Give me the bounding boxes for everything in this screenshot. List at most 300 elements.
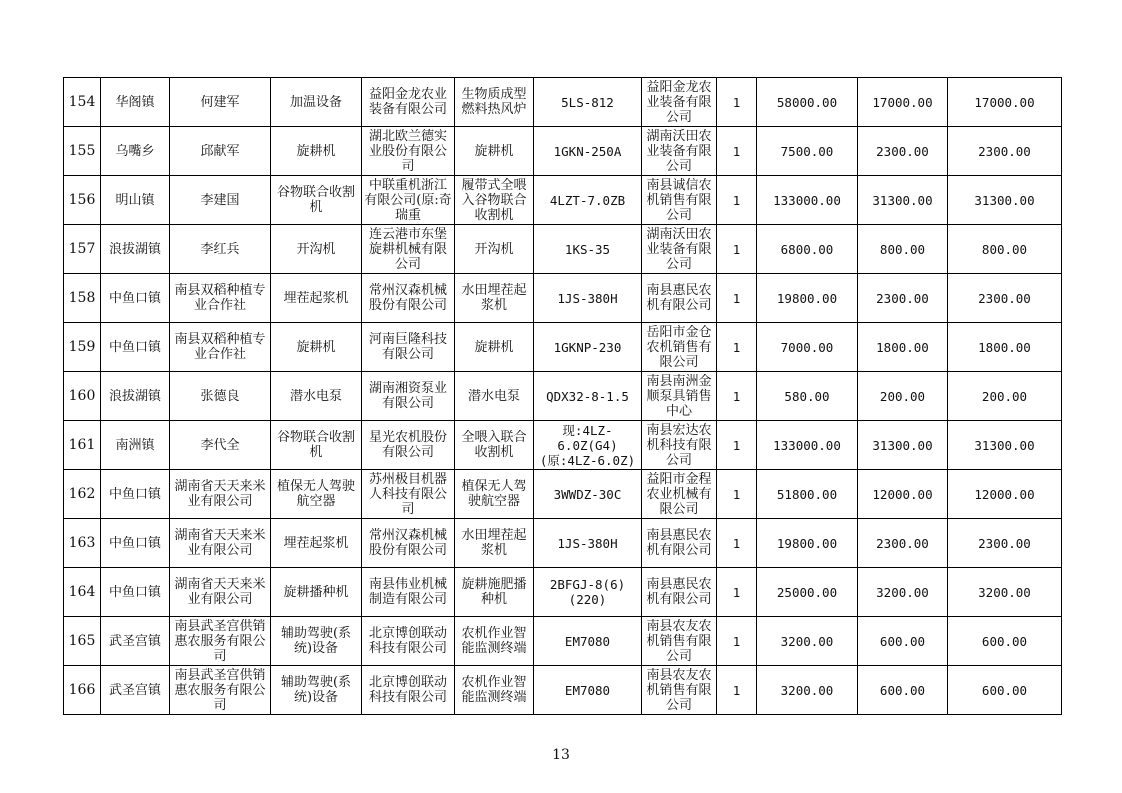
cell-manufacturer — [362, 372, 455, 421]
total-subsidy-text: 3200.00 — [978, 584, 1031, 600]
cell-model — [534, 176, 642, 225]
cell-sale-price — [757, 421, 858, 470]
cell-manufacturer — [362, 421, 455, 470]
cell-total-subsidy — [948, 127, 1062, 176]
machine-category-text: 谷物联合收割机 — [276, 185, 355, 215]
applicant-text: 湖南省天天来米业有限公司 — [174, 528, 266, 558]
machine-category-text: 加温设备 — [289, 94, 342, 110]
cell-machine-category — [271, 225, 362, 274]
product-name-text: 旋耕机 — [474, 339, 514, 355]
row-number-text: 155 — [68, 143, 96, 159]
applicant-text: 湖南省天天来米业有限公司 — [174, 577, 266, 607]
sale-price-text: 19800.00 — [776, 290, 838, 306]
subsidy-amount-text: 2300.00 — [876, 535, 929, 551]
row-number-text: 161 — [68, 437, 96, 453]
total-subsidy-text: 600.00 — [981, 633, 1028, 649]
cell-total-subsidy — [948, 666, 1062, 715]
dealer-text: 湖南沃田农业装备有限公司 — [646, 128, 712, 174]
machine-category-text: 辅助驾驶(系统)设备 — [280, 626, 352, 656]
cell-machine-category — [271, 323, 362, 372]
cell-model — [534, 470, 642, 519]
cell-sale-price — [757, 225, 858, 274]
total-subsidy-text: 31300.00 — [974, 437, 1035, 453]
cell-quantity — [717, 274, 757, 323]
cell-dealer — [642, 519, 717, 568]
total-subsidy-text: 2300.00 — [978, 290, 1031, 306]
row-number-text: 164 — [68, 584, 96, 600]
cell-subsidy-amount — [858, 176, 948, 225]
cell-town — [101, 470, 170, 519]
cell-product-name — [455, 274, 534, 323]
cell-town — [101, 372, 170, 421]
cell-sale-price — [757, 176, 858, 225]
table-row — [64, 176, 1062, 225]
quantity-text: 1 — [732, 143, 741, 159]
total-subsidy-text: 600.00 — [981, 682, 1028, 698]
cell-sale-price — [757, 323, 858, 372]
model-text: 1JS-380H — [557, 535, 618, 551]
cell-machine-category — [271, 519, 362, 568]
cell-product-name — [455, 176, 534, 225]
cell-machine-category — [271, 666, 362, 715]
cell-total-subsidy — [948, 78, 1062, 127]
total-subsidy-text: 17000.00 — [974, 94, 1035, 110]
cell-subsidy-amount — [858, 568, 948, 617]
cell-quantity — [717, 519, 757, 568]
cell-quantity — [717, 323, 757, 372]
cell-product-name — [455, 568, 534, 617]
subsidy-amount-text: 31300.00 — [872, 437, 933, 453]
dealer-text: 南县宏达农机科技有限公司 — [646, 422, 712, 468]
dealer-text: 南县农友农机销售有限公司 — [646, 618, 712, 664]
subsidy-amount-text: 200.00 — [879, 388, 926, 404]
table-row — [64, 127, 1062, 176]
cell-subsidy-amount — [858, 274, 948, 323]
sale-price-text: 6800.00 — [780, 241, 834, 257]
town-text: 明山镇 — [115, 192, 155, 208]
cell-machine-category — [271, 617, 362, 666]
town-text: 中鱼口镇 — [108, 584, 161, 600]
table-row — [64, 372, 1062, 421]
cell-manufacturer — [362, 470, 455, 519]
applicant-text: 李建国 — [200, 192, 240, 208]
product-name-text: 农机作业智能监测终端 — [461, 626, 527, 656]
applicant-text: 南县双稻种植专业合作社 — [174, 283, 266, 313]
sale-price-text: 58000.00 — [776, 94, 838, 110]
table-body — [64, 78, 1062, 715]
cell-applicant — [170, 323, 271, 372]
town-text: 武圣宫镇 — [108, 633, 161, 649]
cell-dealer — [642, 568, 717, 617]
product-name-text: 生物质成型燃料热风炉 — [461, 87, 527, 117]
product-name-text: 潜水电泵 — [467, 388, 520, 404]
cell-dealer — [642, 666, 717, 715]
table-row — [64, 78, 1062, 127]
table-row — [64, 323, 1062, 372]
manufacturer-text: 湖北欧兰德实业股份有限公司 — [368, 128, 447, 174]
model-text: 2BFGJ-8(6)(220) — [549, 577, 626, 607]
manufacturer-text: 北京博创联动科技有限公司 — [368, 675, 447, 705]
cell-model — [534, 274, 642, 323]
machine-category-text: 潜水电泵 — [289, 388, 342, 404]
applicant-text: 李红兵 — [200, 241, 240, 257]
cell-total-subsidy — [948, 617, 1062, 666]
sale-price-text: 51800.00 — [776, 486, 838, 502]
town-text: 浪拔湖镇 — [108, 241, 161, 257]
cell-sale-price — [757, 617, 858, 666]
sale-price-text: 580.00 — [784, 388, 830, 404]
table-row — [64, 470, 1062, 519]
cell-manufacturer — [362, 323, 455, 372]
subsidy-amount-text: 600.00 — [879, 633, 926, 649]
dealer-text: 南县惠民农机有限公司 — [646, 283, 712, 313]
model-text: EM7080 — [564, 633, 611, 649]
dealer-text: 南县南洲金顺泵具销售中心 — [646, 373, 712, 419]
cell-row-number — [64, 519, 101, 568]
model-text: 1GKNP-230 — [553, 339, 622, 355]
dealer-text: 湖南沃田农业装备有限公司 — [646, 226, 712, 272]
cell-product-name — [455, 617, 534, 666]
cell-row-number — [64, 78, 101, 127]
product-name-text: 履带式全喂入谷物联合收割机 — [461, 177, 527, 223]
applicant-text: 何建军 — [200, 94, 240, 110]
cell-applicant — [170, 568, 271, 617]
cell-sale-price — [757, 372, 858, 421]
cell-applicant — [170, 666, 271, 715]
cell-applicant — [170, 470, 271, 519]
cell-row-number — [64, 617, 101, 666]
cell-model — [534, 617, 642, 666]
cell-subsidy-amount — [858, 519, 948, 568]
sale-price-text: 3200.00 — [780, 633, 834, 649]
cell-product-name — [455, 323, 534, 372]
manufacturer-text: 常州汉森机械股份有限公司 — [368, 283, 447, 313]
product-name-text: 全喂入联合收割机 — [461, 430, 527, 460]
cell-applicant — [170, 78, 271, 127]
cell-quantity — [717, 666, 757, 715]
subsidy-amount-text: 800.00 — [879, 241, 926, 257]
cell-town — [101, 421, 170, 470]
manufacturer-text: 苏州极目机器人科技有限公司 — [368, 471, 447, 517]
subsidy-amount-text: 3200.00 — [876, 584, 929, 600]
cell-dealer — [642, 127, 717, 176]
cell-quantity — [717, 127, 757, 176]
cell-town — [101, 519, 170, 568]
cell-row-number — [64, 274, 101, 323]
cell-row-number — [64, 372, 101, 421]
town-text: 中鱼口镇 — [108, 535, 161, 551]
sale-price-text: 133000.00 — [773, 437, 841, 453]
cell-quantity — [717, 225, 757, 274]
row-number-text: 162 — [68, 486, 96, 502]
cell-machine-category — [271, 568, 362, 617]
applicant-text: 张德良 — [200, 388, 240, 404]
cell-product-name — [455, 127, 534, 176]
quantity-text: 1 — [732, 290, 741, 306]
subsidy-amount-text: 1800.00 — [876, 339, 929, 355]
cell-town — [101, 176, 170, 225]
table-row — [64, 666, 1062, 715]
cell-subsidy-amount — [858, 78, 948, 127]
row-number-text: 166 — [68, 682, 96, 698]
cell-total-subsidy — [948, 568, 1062, 617]
cell-row-number — [64, 421, 101, 470]
cell-machine-category — [271, 274, 362, 323]
sale-price-text: 7500.00 — [780, 143, 834, 159]
total-subsidy-text: 800.00 — [981, 241, 1028, 257]
cell-subsidy-amount — [858, 323, 948, 372]
cell-subsidy-amount — [858, 127, 948, 176]
cell-machine-category — [271, 176, 362, 225]
subsidy-amount-text: 17000.00 — [872, 94, 933, 110]
cell-model — [534, 78, 642, 127]
cell-row-number — [64, 127, 101, 176]
quantity-text: 1 — [732, 339, 741, 355]
cell-product-name — [455, 470, 534, 519]
row-number-text: 157 — [68, 241, 96, 257]
manufacturer-text: 南县伟业机械制造有限公司 — [368, 577, 447, 607]
row-number-text: 156 — [68, 192, 96, 208]
cell-dealer — [642, 176, 717, 225]
cell-subsidy-amount — [858, 617, 948, 666]
cell-row-number — [64, 323, 101, 372]
product-name-text: 旋耕施肥播种机 — [461, 577, 527, 607]
table-row — [64, 617, 1062, 666]
row-number-text: 160 — [68, 388, 96, 404]
model-text: 3WWDZ-30C — [553, 486, 622, 502]
machine-category-text: 开沟机 — [296, 241, 336, 257]
subsidy-table — [63, 77, 1062, 715]
total-subsidy-text: 2300.00 — [978, 143, 1031, 159]
cell-manufacturer — [362, 176, 455, 225]
model-text: 1KS-35 — [564, 241, 611, 257]
cell-town — [101, 274, 170, 323]
dealer-text: 益阳金龙农业装备有限公司 — [646, 79, 712, 125]
cell-dealer — [642, 470, 717, 519]
cell-subsidy-amount — [858, 470, 948, 519]
product-name-text: 开沟机 — [474, 241, 514, 257]
subsidy-amount-text: 600.00 — [879, 682, 926, 698]
applicant-text: 湖南省天天来米业有限公司 — [174, 479, 266, 509]
cell-manufacturer — [362, 617, 455, 666]
model-text: EM7080 — [564, 682, 611, 698]
cell-town — [101, 323, 170, 372]
row-number-text: 154 — [68, 94, 96, 110]
machine-category-text: 埋茬起浆机 — [283, 290, 349, 306]
town-text: 中鱼口镇 — [108, 339, 161, 355]
town-text: 中鱼口镇 — [108, 290, 161, 306]
total-subsidy-text: 1800.00 — [978, 339, 1031, 355]
dealer-text: 南县惠民农机有限公司 — [646, 528, 712, 558]
cell-applicant — [170, 519, 271, 568]
cell-product-name — [455, 225, 534, 274]
manufacturer-text: 河南巨隆科技有限公司 — [368, 332, 447, 362]
dealer-text: 南县惠民农机有限公司 — [646, 577, 712, 607]
cell-sale-price — [757, 470, 858, 519]
cell-dealer — [642, 372, 717, 421]
cell-machine-category — [271, 127, 362, 176]
cell-applicant — [170, 372, 271, 421]
cell-quantity — [717, 78, 757, 127]
town-text: 华阁镇 — [115, 94, 155, 110]
quantity-text: 1 — [732, 437, 741, 453]
sale-price-text: 133000.00 — [773, 192, 841, 208]
cell-town — [101, 78, 170, 127]
machine-category-text: 植保无人驾驶航空器 — [276, 479, 355, 509]
total-subsidy-text: 2300.00 — [978, 535, 1031, 551]
quantity-text: 1 — [732, 633, 741, 649]
town-text: 乌嘴乡 — [115, 143, 155, 159]
cell-subsidy-amount — [858, 666, 948, 715]
quantity-text: 1 — [732, 584, 741, 600]
manufacturer-text: 常州汉森机械股份有限公司 — [368, 528, 447, 558]
cell-total-subsidy — [948, 519, 1062, 568]
cell-applicant — [170, 421, 271, 470]
town-text: 南洲镇 — [115, 437, 155, 453]
quantity-text: 1 — [732, 94, 741, 110]
cell-dealer — [642, 78, 717, 127]
cell-sale-price — [757, 78, 858, 127]
machine-category-text: 旋耕机 — [296, 339, 336, 355]
cell-manufacturer — [362, 519, 455, 568]
model-text: 4LZT-7.0ZB — [549, 192, 626, 208]
cell-total-subsidy — [948, 176, 1062, 225]
cell-model — [534, 568, 642, 617]
subsidy-amount-text: 2300.00 — [876, 143, 929, 159]
manufacturer-text: 湖南湘资泵业有限公司 — [368, 381, 447, 411]
cell-model — [534, 127, 642, 176]
cell-model — [534, 519, 642, 568]
cell-total-subsidy — [948, 225, 1062, 274]
model-text: 现:4LZ-6.0Z(G4)(原:4LZ-6.0Z) — [539, 422, 636, 468]
quantity-text: 1 — [732, 535, 741, 551]
cell-product-name — [455, 372, 534, 421]
cell-applicant — [170, 127, 271, 176]
row-number-text: 163 — [68, 535, 96, 551]
cell-product-name — [455, 519, 534, 568]
cell-product-name — [455, 421, 534, 470]
sale-price-text: 19800.00 — [776, 535, 838, 551]
cell-sale-price — [757, 274, 858, 323]
subsidy-amount-text: 12000.00 — [872, 486, 933, 502]
cell-total-subsidy — [948, 372, 1062, 421]
machine-category-text: 埋茬起浆机 — [283, 535, 349, 551]
cell-applicant — [170, 176, 271, 225]
dealer-text: 岳阳市金仓农机销售有限公司 — [646, 324, 712, 370]
subsidy-amount-text: 2300.00 — [876, 290, 929, 306]
cell-dealer — [642, 617, 717, 666]
machine-category-text: 谷物联合收割机 — [276, 430, 355, 460]
machine-category-text: 辅助驾驶(系统)设备 — [280, 675, 352, 705]
cell-manufacturer — [362, 666, 455, 715]
quantity-text: 1 — [732, 682, 741, 698]
manufacturer-text: 连云港市东堡旋耕机械有限公司 — [368, 226, 447, 272]
applicant-text: 南县双稻种植专业合作社 — [174, 332, 266, 362]
row-number-text: 165 — [68, 633, 96, 649]
cell-row-number — [64, 176, 101, 225]
dealer-text: 南县诚信农机销售有限公司 — [646, 177, 712, 223]
cell-sale-price — [757, 127, 858, 176]
cell-dealer — [642, 421, 717, 470]
cell-applicant — [170, 274, 271, 323]
dealer-text: 益阳市金程农业机械有限公司 — [646, 471, 712, 517]
cell-quantity — [717, 617, 757, 666]
cell-town — [101, 617, 170, 666]
cell-manufacturer — [362, 225, 455, 274]
page-number: 13 — [552, 747, 570, 763]
table-row — [64, 421, 1062, 470]
cell-sale-price — [757, 568, 858, 617]
cell-dealer — [642, 225, 717, 274]
cell-subsidy-amount — [858, 421, 948, 470]
cell-town — [101, 225, 170, 274]
cell-manufacturer — [362, 274, 455, 323]
total-subsidy-text: 12000.00 — [974, 486, 1035, 502]
cell-model — [534, 372, 642, 421]
row-number-text: 159 — [68, 339, 96, 355]
town-text: 浪拔湖镇 — [108, 388, 161, 404]
table-row — [64, 225, 1062, 274]
cell-total-subsidy — [948, 323, 1062, 372]
sale-price-text: 7000.00 — [780, 339, 834, 355]
quantity-text: 1 — [732, 241, 741, 257]
applicant-text: 南县武圣宫供销惠农服务有限公司 — [174, 667, 266, 713]
cell-model — [534, 225, 642, 274]
cell-machine-category — [271, 421, 362, 470]
cell-town — [101, 568, 170, 617]
product-name-text: 旋耕机 — [474, 143, 514, 159]
total-subsidy-text: 200.00 — [981, 388, 1028, 404]
cell-manufacturer — [362, 568, 455, 617]
quantity-text: 1 — [732, 388, 741, 404]
cell-applicant — [170, 225, 271, 274]
cell-sale-price — [757, 519, 858, 568]
cell-manufacturer — [362, 127, 455, 176]
model-text: QDX32-8-1.5 — [546, 388, 629, 404]
product-name-text: 植保无人驾驶航空器 — [461, 479, 527, 509]
cell-product-name — [455, 78, 534, 127]
product-name-text: 农机作业智能监测终端 — [461, 675, 527, 705]
cell-machine-category — [271, 78, 362, 127]
cell-row-number — [64, 470, 101, 519]
model-text: 1JS-380H — [557, 290, 618, 306]
cell-quantity — [717, 421, 757, 470]
cell-model — [534, 323, 642, 372]
cell-quantity — [717, 568, 757, 617]
machine-category-text: 旋耕播种机 — [283, 584, 349, 600]
cell-total-subsidy — [948, 421, 1062, 470]
manufacturer-text: 益阳金龙农业装备有限公司 — [368, 87, 447, 117]
table-row — [64, 274, 1062, 323]
dealer-text: 南县农友农机销售有限公司 — [646, 667, 712, 713]
subsidy-amount-text: 31300.00 — [872, 192, 933, 208]
manufacturer-text: 中联重机浙江有限公司(原:奇瑞重 — [364, 177, 452, 223]
quantity-text: 1 — [732, 486, 741, 502]
cell-quantity — [717, 176, 757, 225]
town-text: 武圣宫镇 — [108, 682, 161, 698]
row-number-text: 158 — [68, 290, 96, 306]
cell-town — [101, 666, 170, 715]
applicant-text: 邱献军 — [200, 143, 240, 159]
sale-price-text: 25000.00 — [776, 584, 838, 600]
manufacturer-text: 星光农机股份有限公司 — [368, 430, 447, 460]
table-row — [64, 519, 1062, 568]
machine-category-text: 旋耕机 — [296, 143, 336, 159]
cell-town — [101, 127, 170, 176]
cell-row-number — [64, 666, 101, 715]
cell-row-number — [64, 568, 101, 617]
cell-machine-category — [271, 470, 362, 519]
